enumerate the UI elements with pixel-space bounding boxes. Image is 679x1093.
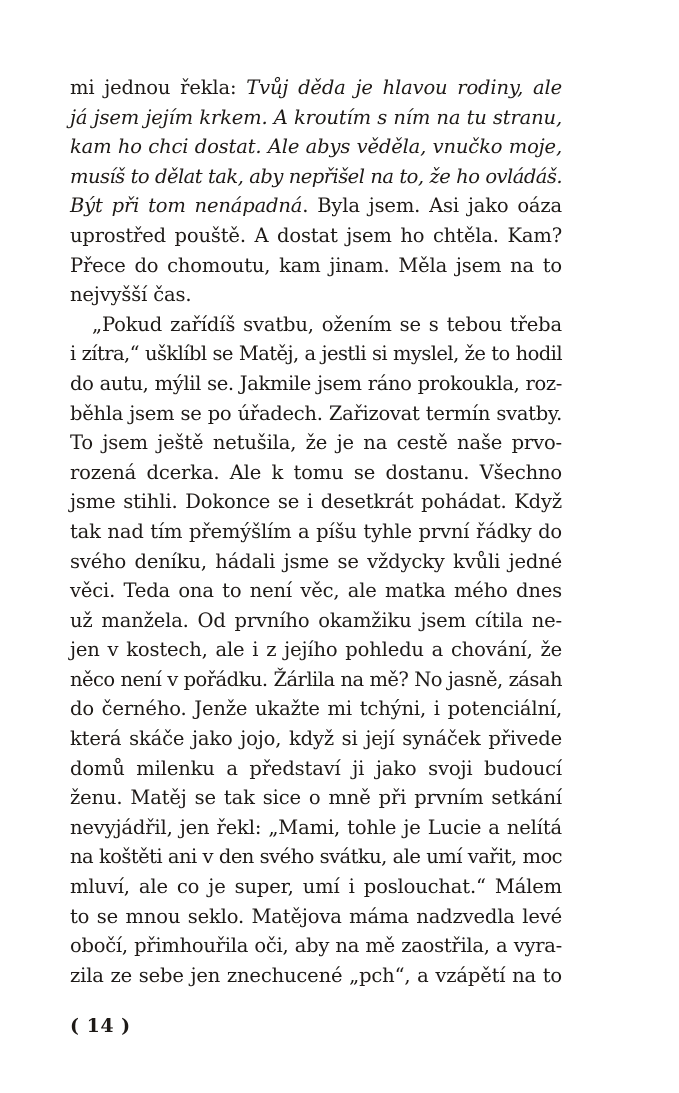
text-segment: věci. Teda ona to není věc, ale matka mého dnes — [70, 579, 562, 603]
italic-text-segment: já jsem jejím krkem. A kroutím s ním na tu stranu, — [70, 105, 562, 129]
text-line — [70, 724, 562, 754]
text-segment: zila ze sebe jen znechucené „pch“, a vzápětí na to — [70, 963, 562, 987]
text-line — [70, 665, 562, 695]
text-line — [70, 191, 562, 221]
text-line — [70, 73, 562, 103]
text-segment: do autu, mýlil se. Jakmile jsem ráno prokoukla, roz- — [70, 371, 562, 395]
text-line — [70, 221, 562, 251]
text-line — [70, 369, 562, 399]
text-line — [70, 428, 562, 458]
text-line — [70, 162, 562, 192]
text-line — [70, 694, 562, 724]
text-segment: do černého. Jenže ukažte mi tchýni, i potenciální, — [70, 697, 562, 721]
text-line — [70, 635, 562, 665]
text-line — [70, 547, 562, 577]
text-segment: mluví, ale co je super, umí i poslouchat.“ Málem — [70, 875, 562, 899]
italic-text-segment: Tvůj děda je hlavou rodiny, ale — [246, 76, 563, 99]
text-line — [70, 517, 562, 547]
text-segment: jen v kostech, ale i z jejího pohledu a chování, že — [70, 638, 562, 662]
italic-text-segment: musíš to dělat tak, aby nepřišel na to, že ho ovládáš. — [70, 164, 562, 188]
text-line — [70, 103, 562, 133]
text-line — [70, 842, 562, 872]
text-segment: svého deníku, hádali jsme se vždycky kvůli jedné — [70, 549, 562, 573]
text-line — [70, 606, 562, 636]
text-line — [70, 280, 562, 310]
text-line — [70, 487, 562, 517]
text-segment: nevyjádřil, jen řekl: „Mami, tohle je Lucie a nelítá — [70, 815, 562, 839]
text-segment: obočí, přimhouřila oči, aby na mě zaostřila, a vyra- — [70, 934, 562, 958]
text-segment: už manžela. Od prvního okamžiku jsem cítila ne- — [70, 608, 562, 632]
text-segment: to se mnou seklo. Matějova máma nadzvedla levé — [70, 904, 562, 928]
text-line — [70, 931, 562, 961]
page-number: ( 14 ) — [70, 1015, 131, 1037]
italic-text-segment: kam ho chci dostat. Ale abys věděla, vnučko moje, — [70, 135, 562, 159]
text-segment: To jsem ještě netušila, že je na cestě naše prvo- — [70, 431, 562, 455]
text-segment: tak nad tím přemýšlím a píšu tyhle první řádky do — [70, 519, 562, 543]
text-line — [70, 783, 562, 813]
text-line — [70, 251, 562, 281]
text-line — [70, 576, 562, 606]
text-line — [70, 399, 562, 429]
text-segment: domů milenku a představí ji jako svoji budoucí — [70, 756, 562, 780]
text-segment: která skáče jako jojo, když si její synáček přivede — [70, 727, 562, 751]
text-segment: ženu. Matěj se tak sice o mně při prvním setkání — [70, 786, 562, 810]
text-segment: i zítra,“ ušklíbl se Matěj, a jestli si myslel, že to hodil — [70, 342, 562, 366]
text-segment: . Byla jsem. Asi jako oáza — [302, 194, 563, 218]
text-line — [70, 458, 562, 488]
text-line — [70, 754, 562, 784]
text-line — [70, 339, 562, 369]
text-segment: uprostřed pouště. A dostat jsem ho chtěla. Kam? — [70, 223, 562, 247]
text-line — [70, 310, 562, 340]
text-segment: jsme stihli. Dokonce se i desetkrát pohádat. Když — [70, 490, 562, 514]
text-line — [70, 813, 562, 843]
body-text — [70, 73, 562, 990]
text-segment: běhla jsem se po úřadech. Zařizovat termín svatby. — [70, 401, 562, 425]
text-segment: rozená dcerka. Ale k tomu se dostanu. Všechno — [70, 460, 562, 484]
text-line — [70, 902, 562, 932]
text-line — [70, 872, 562, 902]
text-segment: něco není v pořádku. Žárlila na mě? No jasně, zásah — [70, 667, 562, 691]
text-line — [70, 961, 562, 991]
text-segment: „Pokud zařídíš svatbu, ožením se s tebou třeba — [92, 312, 562, 336]
italic-text-segment: Být při tom nenápadná — [70, 194, 303, 218]
text-line — [70, 132, 562, 162]
text-segment: nejvyšší čas. — [70, 283, 192, 307]
text-segment: na koštěti ani v den svého svátku, ale umí vařit, moc — [70, 845, 562, 869]
text-segment: mi jednou řekla: — [70, 76, 247, 99]
text-segment: Přece do chomoutu, kam jinam. Měla jsem na to — [70, 253, 562, 277]
